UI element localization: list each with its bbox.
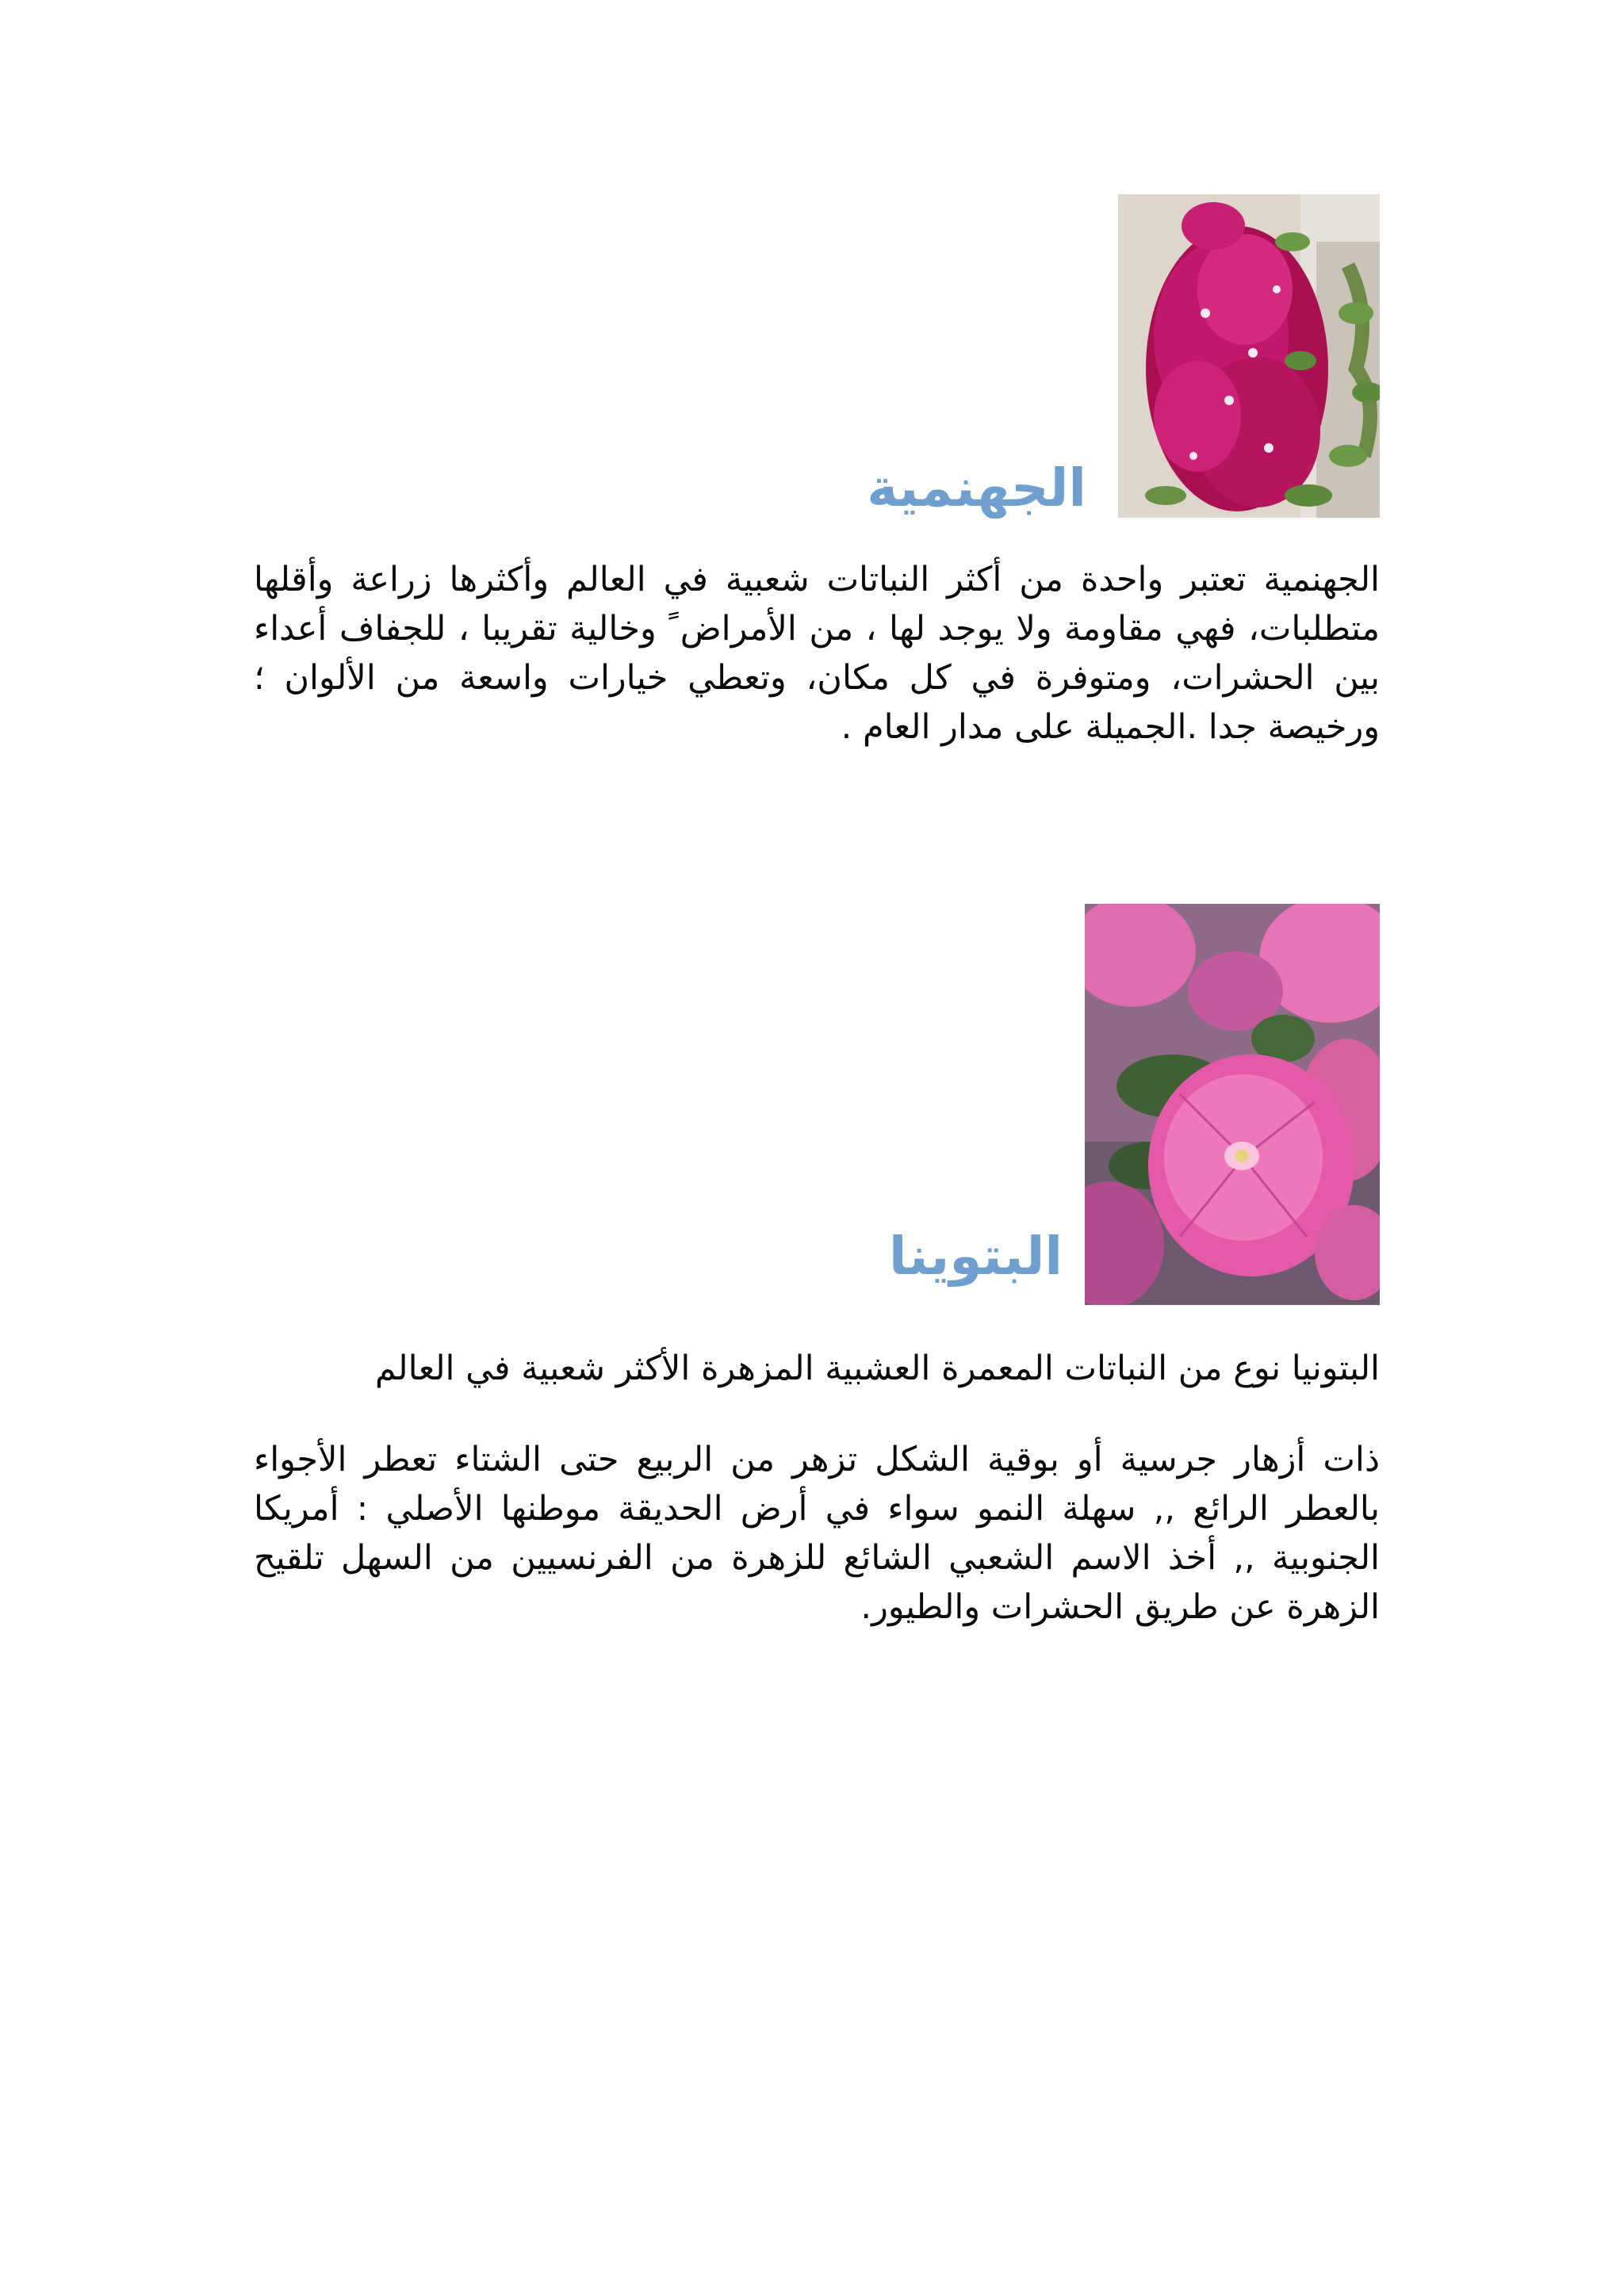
paragraph-petunia-intro-text: البتونيا نوع من النباتات المعمرة العشبية المزهرة الأكثر شعبية في العالم — [374, 1349, 1380, 1388]
paragraph-bougainvillea — [254, 555, 1380, 752]
section-petunia — [254, 904, 1380, 1697]
heading-petunia: البتوينا — [888, 1226, 1063, 1287]
bougainvillea-photo-icon — [1118, 194, 1380, 518]
section-bougainvillea — [254, 194, 1380, 813]
paragraph-petunia-details — [254, 1435, 1380, 1632]
paragraph-petunia-details-text: ذات أزهار جرسية أو بوقية الشكل تزهر من الربيع حتى الشتاء تعطر الأجواء بالعطر الرائع ,, سهلة النمو سواء في أرض الحديقة موطنها الأصلي : أمريكا الجنوبية ,, أخذ الاسم الشعبي الشائع للزهرة من الفرنسيين من السهل تلقيح الزهرة عن طريق الحشرات والطيور. — [254, 1440, 1380, 1627]
heading-bougainvillea: الجهنمية — [867, 457, 1086, 519]
paragraph-bougainvillea-text: الجهنمية تعتبر واحدة من أكثر النباتات شعبية في العالم وأكثرها زراعة وأقلها متطلبات، فهي مقاومة ولا يوجد لها ، من الأمراض ً وخالية تقريبا ، للجفاف أعداء بين الحشرات، ومتوفرة في كل مكان، وتعطي خيارات واسعة من الألوان ؛ ورخيصة جدا .الجميلة على مدار العام . — [254, 560, 1380, 747]
paragraph-petunia-intro — [254, 1344, 1380, 1393]
petunia-photo-icon — [1085, 904, 1380, 1305]
